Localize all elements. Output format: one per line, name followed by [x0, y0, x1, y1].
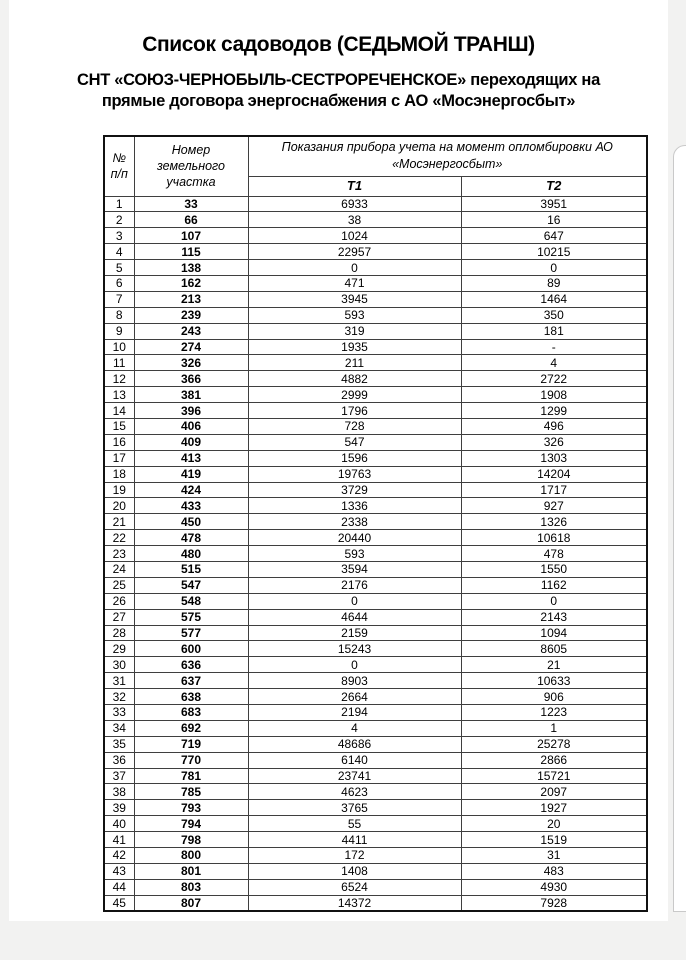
table-row — [104, 593, 647, 609]
plot-number-cell: 577 — [134, 625, 248, 641]
table-row — [104, 752, 647, 768]
t2-value-cell: 1094 — [461, 625, 647, 641]
table-row — [104, 260, 647, 276]
t2-value-cell: 483 — [461, 863, 647, 879]
t1-value-cell: 2159 — [248, 625, 461, 641]
t1-value-cell: 2176 — [248, 577, 461, 593]
table-row — [104, 482, 647, 498]
table-row — [104, 498, 647, 514]
row-number-cell: 27 — [104, 609, 134, 625]
row-number-cell: 5 — [104, 260, 134, 276]
plot-number-cell: 366 — [134, 371, 248, 387]
document-page — [9, 0, 668, 921]
plot-number-cell: 638 — [134, 689, 248, 705]
row-number-cell: 42 — [104, 848, 134, 864]
table-row — [104, 275, 647, 291]
t2-value-cell: 0 — [461, 260, 647, 276]
row-number-cell: 32 — [104, 689, 134, 705]
table-row — [104, 418, 647, 434]
row-number-cell: 25 — [104, 577, 134, 593]
plot-number-cell: 793 — [134, 800, 248, 816]
plot-number-cell: 803 — [134, 879, 248, 895]
row-number-cell: 7 — [104, 291, 134, 307]
row-number-cell: 30 — [104, 657, 134, 673]
t1-value-cell: 38 — [248, 212, 461, 228]
table-row — [104, 816, 647, 832]
t1-value-cell: 23741 — [248, 768, 461, 784]
table-row — [104, 244, 647, 260]
row-number-cell: 22 — [104, 530, 134, 546]
t1-value-cell: 1024 — [248, 228, 461, 244]
t2-value-cell: 2722 — [461, 371, 647, 387]
t1-value-cell: 593 — [248, 307, 461, 323]
t1-value-cell: 593 — [248, 546, 461, 562]
plot-number-cell: 480 — [134, 546, 248, 562]
plot-number-cell: 138 — [134, 260, 248, 276]
row-number-cell: 28 — [104, 625, 134, 641]
plot-number-cell: 433 — [134, 498, 248, 514]
header-tariff-t1: Т1 — [248, 176, 461, 196]
t2-value-cell: 10633 — [461, 673, 647, 689]
t2-value-cell: 1223 — [461, 705, 647, 721]
document-subtitle-line2: прямые договора энергоснабжения с АО «Мосэнергосбыт» — [101, 91, 576, 110]
row-number-cell: 40 — [104, 816, 134, 832]
t1-value-cell: 20440 — [248, 530, 461, 546]
t2-value-cell: 326 — [461, 434, 647, 450]
table-row — [104, 641, 647, 657]
t1-value-cell: 6933 — [248, 196, 461, 212]
row-number-cell: 14 — [104, 403, 134, 419]
row-number-cell: 4 — [104, 244, 134, 260]
row-number-cell: 18 — [104, 466, 134, 482]
row-number-cell: 31 — [104, 673, 134, 689]
plot-number-cell: 406 — [134, 418, 248, 434]
plot-number-cell: 419 — [134, 466, 248, 482]
t1-value-cell: 3765 — [248, 800, 461, 816]
table-row — [104, 514, 647, 530]
t1-value-cell: 211 — [248, 355, 461, 371]
t1-value-cell: 2338 — [248, 514, 461, 530]
plot-number-cell: 326 — [134, 355, 248, 371]
t1-value-cell: 2664 — [248, 689, 461, 705]
t2-value-cell: 15721 — [461, 768, 647, 784]
row-number-cell: 41 — [104, 832, 134, 848]
table-row — [104, 705, 647, 721]
t1-value-cell: 14372 — [248, 895, 461, 911]
t2-value-cell: 0 — [461, 593, 647, 609]
t1-value-cell: 172 — [248, 848, 461, 864]
row-number-cell: 9 — [104, 323, 134, 339]
row-number-cell: 13 — [104, 387, 134, 403]
table-row — [104, 212, 647, 228]
t2-value-cell: 2097 — [461, 784, 647, 800]
t2-value-cell: 3951 — [461, 196, 647, 212]
t2-value-cell: 16 — [461, 212, 647, 228]
t2-value-cell: 1 — [461, 720, 647, 736]
row-number-cell: 21 — [104, 514, 134, 530]
plot-number-cell: 600 — [134, 641, 248, 657]
t1-value-cell: 728 — [248, 418, 461, 434]
plot-number-cell: 801 — [134, 863, 248, 879]
table-row — [104, 371, 647, 387]
row-number-cell: 1 — [104, 196, 134, 212]
t2-value-cell: 1927 — [461, 800, 647, 816]
plot-number-cell: 515 — [134, 561, 248, 577]
table-row — [104, 355, 647, 371]
plot-number-cell: 800 — [134, 848, 248, 864]
table-row — [104, 895, 647, 911]
table-row — [104, 561, 647, 577]
table-row — [104, 323, 647, 339]
plot-number-cell: 798 — [134, 832, 248, 848]
plot-number-cell: 243 — [134, 323, 248, 339]
t1-value-cell: 471 — [248, 275, 461, 291]
t2-value-cell: 1550 — [461, 561, 647, 577]
plot-number-cell: 66 — [134, 212, 248, 228]
t1-value-cell: 6140 — [248, 752, 461, 768]
row-number-cell: 12 — [104, 371, 134, 387]
plot-number-cell: 239 — [134, 307, 248, 323]
table-row — [104, 291, 647, 307]
plot-number-cell: 396 — [134, 403, 248, 419]
t1-value-cell: 3729 — [248, 482, 461, 498]
t2-value-cell: 21 — [461, 657, 647, 673]
t2-value-cell: 2143 — [461, 609, 647, 625]
t1-value-cell: 0 — [248, 593, 461, 609]
plot-number-cell: 547 — [134, 577, 248, 593]
table-row — [104, 434, 647, 450]
row-number-cell: 33 — [104, 705, 134, 721]
t1-value-cell: 1336 — [248, 498, 461, 514]
plot-number-cell: 692 — [134, 720, 248, 736]
document-title: Список садоводов (СЕДЬМОЙ ТРАНШ) — [142, 33, 535, 56]
t2-value-cell: 4 — [461, 355, 647, 371]
plot-number-cell: 115 — [134, 244, 248, 260]
plot-number-cell: 478 — [134, 530, 248, 546]
row-number-cell: 10 — [104, 339, 134, 355]
t2-value-cell: 496 — [461, 418, 647, 434]
plot-number-cell: 785 — [134, 784, 248, 800]
plot-number-cell: 381 — [134, 387, 248, 403]
table-row — [104, 879, 647, 895]
plot-number-cell: 213 — [134, 291, 248, 307]
t2-value-cell: 1908 — [461, 387, 647, 403]
row-number-cell: 3 — [104, 228, 134, 244]
t2-value-cell: 8605 — [461, 641, 647, 657]
table-row — [104, 848, 647, 864]
table-row — [104, 228, 647, 244]
plot-number-cell: 409 — [134, 434, 248, 450]
row-number-cell: 26 — [104, 593, 134, 609]
row-number-cell: 36 — [104, 752, 134, 768]
meter-readings-table — [103, 135, 648, 912]
t2-value-cell: 10215 — [461, 244, 647, 260]
table-row — [104, 689, 647, 705]
plot-number-cell: 807 — [134, 895, 248, 911]
header-readings-group: Показания прибора учета на момент опломбировки АО «Мосэнергосбыт» — [248, 136, 647, 176]
row-number-cell: 16 — [104, 434, 134, 450]
table-row — [104, 736, 647, 752]
table-row — [104, 832, 647, 848]
t2-value-cell: 1519 — [461, 832, 647, 848]
row-number-cell: 15 — [104, 418, 134, 434]
plot-number-cell: 424 — [134, 482, 248, 498]
t1-value-cell: 22957 — [248, 244, 461, 260]
plot-number-cell: 274 — [134, 339, 248, 355]
row-number-cell: 19 — [104, 482, 134, 498]
t1-value-cell: 0 — [248, 657, 461, 673]
table-row — [104, 530, 647, 546]
t1-value-cell: 4623 — [248, 784, 461, 800]
row-number-cell: 6 — [104, 275, 134, 291]
t2-value-cell: 181 — [461, 323, 647, 339]
plot-number-cell: 683 — [134, 705, 248, 721]
header-tariff-t2: Т2 — [461, 176, 647, 196]
table-row — [104, 577, 647, 593]
table-row — [104, 196, 647, 212]
table-row — [104, 625, 647, 641]
row-number-cell: 35 — [104, 736, 134, 752]
row-number-cell: 23 — [104, 546, 134, 562]
t1-value-cell: 1935 — [248, 339, 461, 355]
table-header — [104, 136, 647, 196]
plot-number-cell: 575 — [134, 609, 248, 625]
t1-value-cell: 1796 — [248, 403, 461, 419]
plot-number-cell: 548 — [134, 593, 248, 609]
plot-number-cell: 719 — [134, 736, 248, 752]
table-row — [104, 863, 647, 879]
t2-value-cell: 1464 — [461, 291, 647, 307]
t1-value-cell: 6524 — [248, 879, 461, 895]
row-number-cell: 11 — [104, 355, 134, 371]
table-row — [104, 720, 647, 736]
t2-value-cell: - — [461, 339, 647, 355]
table-row — [104, 800, 647, 816]
header-plot-number: Номер земельного участка — [134, 136, 248, 196]
t2-value-cell: 89 — [461, 275, 647, 291]
plot-number-cell: 637 — [134, 673, 248, 689]
plot-number-cell: 770 — [134, 752, 248, 768]
t2-value-cell: 7928 — [461, 895, 647, 911]
t2-value-cell: 25278 — [461, 736, 647, 752]
row-number-cell: 29 — [104, 641, 134, 657]
row-number-cell: 17 — [104, 450, 134, 466]
t1-value-cell: 3945 — [248, 291, 461, 307]
t1-value-cell: 2194 — [248, 705, 461, 721]
t2-value-cell: 4930 — [461, 879, 647, 895]
t1-value-cell: 1408 — [248, 863, 461, 879]
plot-number-cell: 636 — [134, 657, 248, 673]
t1-value-cell: 1596 — [248, 450, 461, 466]
row-number-cell: 44 — [104, 879, 134, 895]
row-number-cell: 45 — [104, 895, 134, 911]
t1-value-cell: 319 — [248, 323, 461, 339]
t2-value-cell: 647 — [461, 228, 647, 244]
t2-value-cell: 906 — [461, 689, 647, 705]
plot-number-cell: 450 — [134, 514, 248, 530]
header-row-number: № п/п — [104, 136, 134, 196]
t2-value-cell: 2866 — [461, 752, 647, 768]
row-number-cell: 39 — [104, 800, 134, 816]
t2-value-cell: 927 — [461, 498, 647, 514]
row-number-cell: 34 — [104, 720, 134, 736]
table-row — [104, 784, 647, 800]
t2-value-cell: 1162 — [461, 577, 647, 593]
t1-value-cell: 2999 — [248, 387, 461, 403]
t1-value-cell: 55 — [248, 816, 461, 832]
document-subtitle — [9, 70, 668, 111]
table-row — [104, 307, 647, 323]
row-number-cell: 2 — [104, 212, 134, 228]
t1-value-cell: 4882 — [248, 371, 461, 387]
row-number-cell: 20 — [104, 498, 134, 514]
t2-value-cell: 1326 — [461, 514, 647, 530]
table-row — [104, 673, 647, 689]
t2-value-cell: 14204 — [461, 466, 647, 482]
t2-value-cell: 350 — [461, 307, 647, 323]
plot-number-cell: 413 — [134, 450, 248, 466]
t2-value-cell: 478 — [461, 546, 647, 562]
t2-value-cell: 31 — [461, 848, 647, 864]
row-number-cell: 43 — [104, 863, 134, 879]
t1-value-cell: 547 — [248, 434, 461, 450]
t2-value-cell: 1299 — [461, 403, 647, 419]
table-row — [104, 466, 647, 482]
table-row — [104, 609, 647, 625]
t1-value-cell: 19763 — [248, 466, 461, 482]
t1-value-cell: 3594 — [248, 561, 461, 577]
t2-value-cell: 10618 — [461, 530, 647, 546]
t2-value-cell: 20 — [461, 816, 647, 832]
plot-number-cell: 107 — [134, 228, 248, 244]
document-subtitle-line1: СНТ «СОЮЗ-ЧЕРНОБЫЛЬ-СЕСТРОРЕЧЕНСКОЕ» переходящих на — [77, 71, 600, 89]
table-row — [104, 546, 647, 562]
row-number-cell: 38 — [104, 784, 134, 800]
t2-value-cell: 1717 — [461, 482, 647, 498]
t1-value-cell: 0 — [248, 260, 461, 276]
t1-value-cell: 4644 — [248, 609, 461, 625]
plot-number-cell: 33 — [134, 196, 248, 212]
t1-value-cell: 8903 — [248, 673, 461, 689]
table-body — [104, 196, 647, 911]
t1-value-cell: 48686 — [248, 736, 461, 752]
row-number-cell: 37 — [104, 768, 134, 784]
row-number-cell: 24 — [104, 561, 134, 577]
table-row — [104, 768, 647, 784]
t2-value-cell: 1303 — [461, 450, 647, 466]
plot-number-cell: 794 — [134, 816, 248, 832]
plot-number-cell: 162 — [134, 275, 248, 291]
adjacent-page-corner — [673, 145, 686, 912]
t1-value-cell: 4411 — [248, 832, 461, 848]
table-row — [104, 657, 647, 673]
table-row — [104, 339, 647, 355]
plot-number-cell: 781 — [134, 768, 248, 784]
t1-value-cell: 4 — [248, 720, 461, 736]
table-row — [104, 387, 647, 403]
t1-value-cell: 15243 — [248, 641, 461, 657]
row-number-cell: 8 — [104, 307, 134, 323]
table-row — [104, 403, 647, 419]
table-row — [104, 450, 647, 466]
